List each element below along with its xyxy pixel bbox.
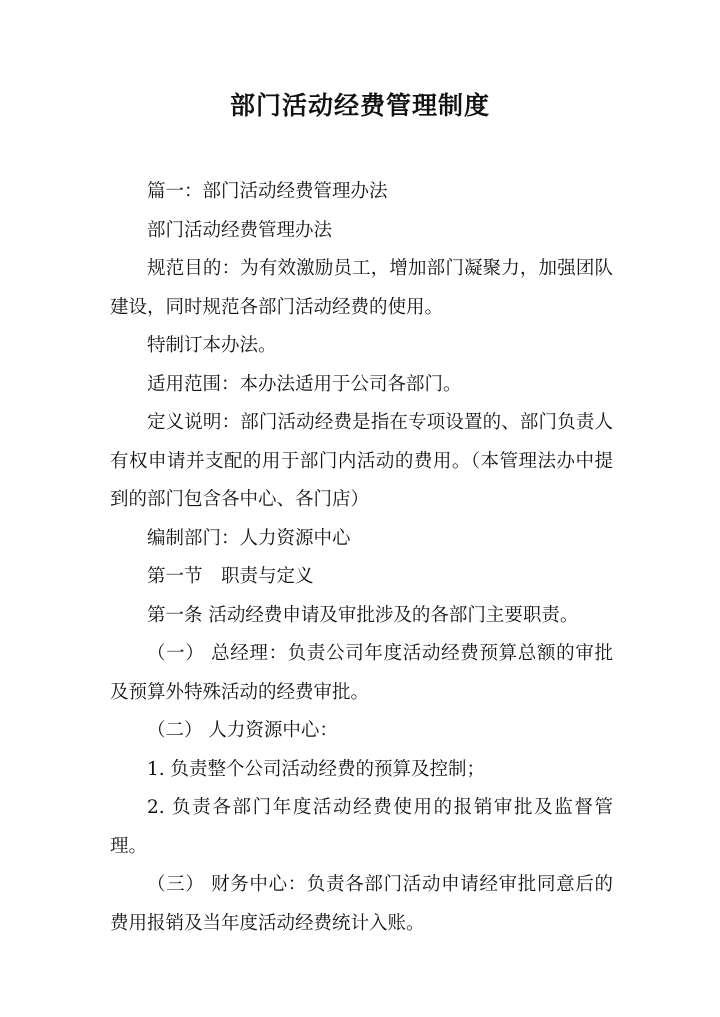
hr-item-1: 1. 负责整个公司活动经费的预算及控制； (147, 758, 486, 780)
section-title: 第一节 职责与定义 (147, 566, 314, 587)
author-department: 编制部门：人力资源中心 (147, 527, 351, 549)
responsibility-general-manager: （一） 总经理：负责公司年度活动经费预算总额的审批及预算外特殊活动的经费审批。 (110, 643, 613, 703)
responsibility-hr-heading: （二） 人力资源中心： (147, 720, 338, 741)
paragraph: 特制订本办法。 (147, 335, 277, 356)
subtitle: 部门活动经费管理办法 (147, 219, 333, 241)
article-one: 第一条 活动经费申请及审批涉及的各部门主要职责。 (147, 604, 579, 626)
hr-item-2: 2. 负责各部门年度活动经费使用的报销审批及监督管理。 (110, 797, 613, 857)
section-heading: 篇一：部门活动经费管理办法 (147, 181, 388, 202)
document-body (110, 173, 613, 943)
purpose-paragraph: 规范目的：为有效激励员工，增加部门凝聚力，加强团队建设，同时规范各部门活动经费的使用。 (110, 258, 613, 318)
definition-paragraph: 定义说明：部门活动经费是指在专项设置的、部门负责人有权申请并支配的用于部门内活动的费用。（本管理法办中提到的部门包含各中心、各门店） (110, 412, 613, 510)
scope-paragraph: 适用范围：本办法适用于公司各部门。 (147, 373, 462, 395)
responsibility-finance: （三） 财务中心：负责各部门活动申请经审批同意后的费用报销及当年度活动经费统计入账。 (110, 874, 613, 934)
document-title: 部门活动经费管理制度 (229, 91, 490, 120)
